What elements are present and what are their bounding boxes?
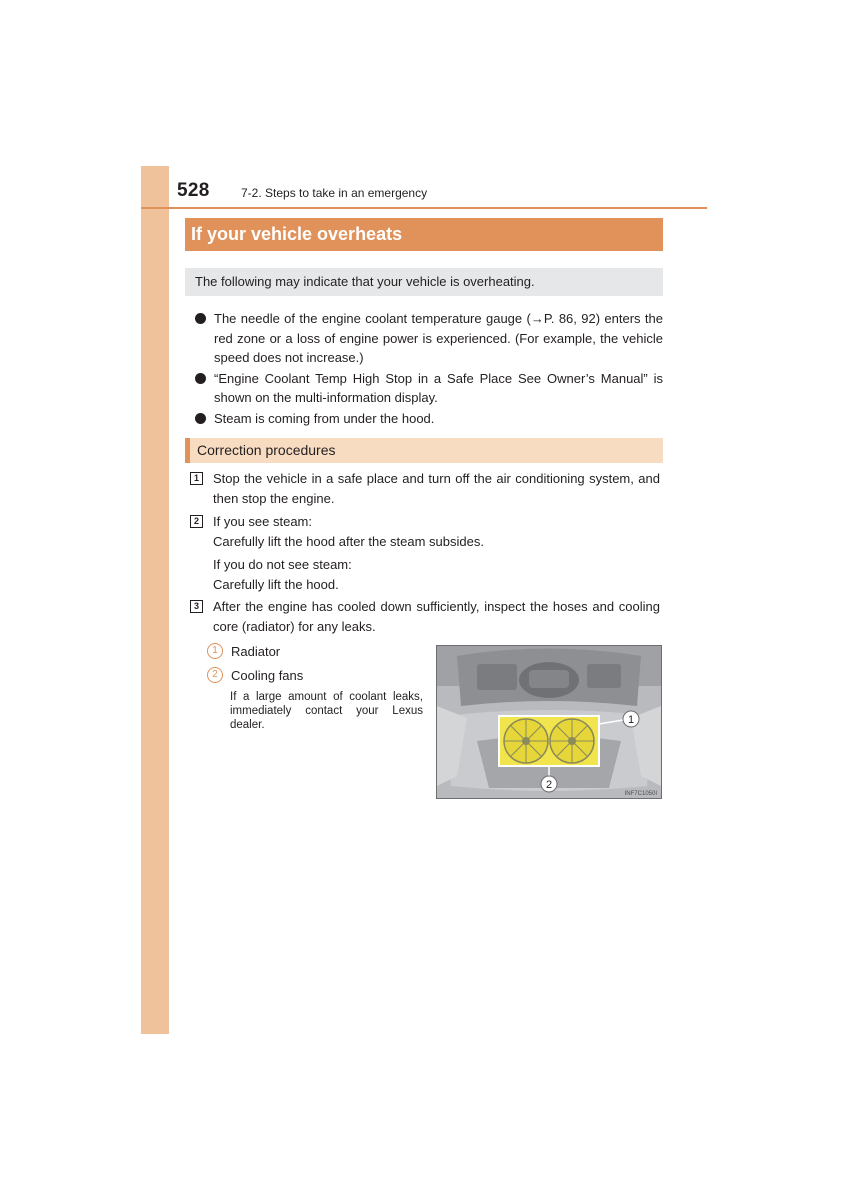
step-number-box: 2 (190, 515, 203, 528)
step-text (213, 469, 660, 508)
step-number-box: 3 (190, 600, 203, 613)
chapter-side-strip (141, 166, 169, 1034)
step-line: If you do not see steam: (213, 557, 352, 572)
list-item (195, 409, 663, 429)
step-line: Stop the vehicle in a safe place and turn off the air conditioning system, and then stop the engine. (213, 471, 660, 506)
callout-number-icon: 1 (207, 643, 223, 659)
symptom-list (195, 309, 663, 429)
list-item (195, 369, 663, 408)
page-number: 528 (177, 180, 210, 201)
svg-text:1: 1 (627, 714, 635, 726)
list-item-text: The needle of the engine coolant temperature gauge (→P. 86, 92) enters the red zone or a loss of engine power is experienced. (For example, the vehicle speed does not increase.) (214, 311, 663, 365)
callout-radiator (207, 643, 280, 659)
list-item (195, 309, 663, 368)
figure-code: INF7C1050I (624, 791, 657, 797)
step-line: If you see steam: (213, 514, 312, 529)
svg-text:2: 2 (545, 779, 553, 791)
bullet-icon (195, 413, 206, 424)
step-2 (190, 512, 660, 594)
step-text (213, 512, 660, 594)
correction-heading: Correction procedures (185, 438, 663, 463)
callout-number-icon: 2 (207, 667, 223, 683)
list-item-text: Steam is coming from under the hood. (214, 410, 435, 426)
step-number-box: 1 (190, 472, 203, 485)
step-line: Carefully lift the hood after the steam subsides. (213, 533, 484, 549)
step-1 (190, 469, 660, 508)
page-title: If your vehicle overheats (185, 218, 663, 251)
callout-label: Radiator (231, 643, 281, 659)
list-item-text: “Engine Coolant Temp High Stop in a Safe Place See Owner’s Manual” is shown on the multi-information display. (214, 370, 663, 405)
step-line: After the engine has cooled down sufficiently, inspect the hoses and cooling core (radiator) for any leaks. (213, 599, 660, 634)
engine-bay-photo (436, 645, 662, 799)
engine-bay-illustration (437, 646, 661, 798)
coolant-leak-note: If a large amount of coolant leaks, immediately contact your Lexus dealer. (230, 691, 423, 731)
step-line: Carefully lift the hood. (213, 576, 339, 592)
step-text (213, 597, 660, 636)
callout-label: Cooling fans (231, 667, 304, 683)
bullet-icon (195, 313, 206, 324)
intro-text: The following may indicate that your vehicle is overheating. (185, 268, 663, 296)
section-header: 7-2. Steps to take in an emergency (241, 186, 428, 200)
header-rule (141, 207, 707, 209)
step-3 (190, 597, 660, 636)
bullet-icon (195, 373, 206, 384)
callout-cooling-fans (207, 667, 303, 683)
